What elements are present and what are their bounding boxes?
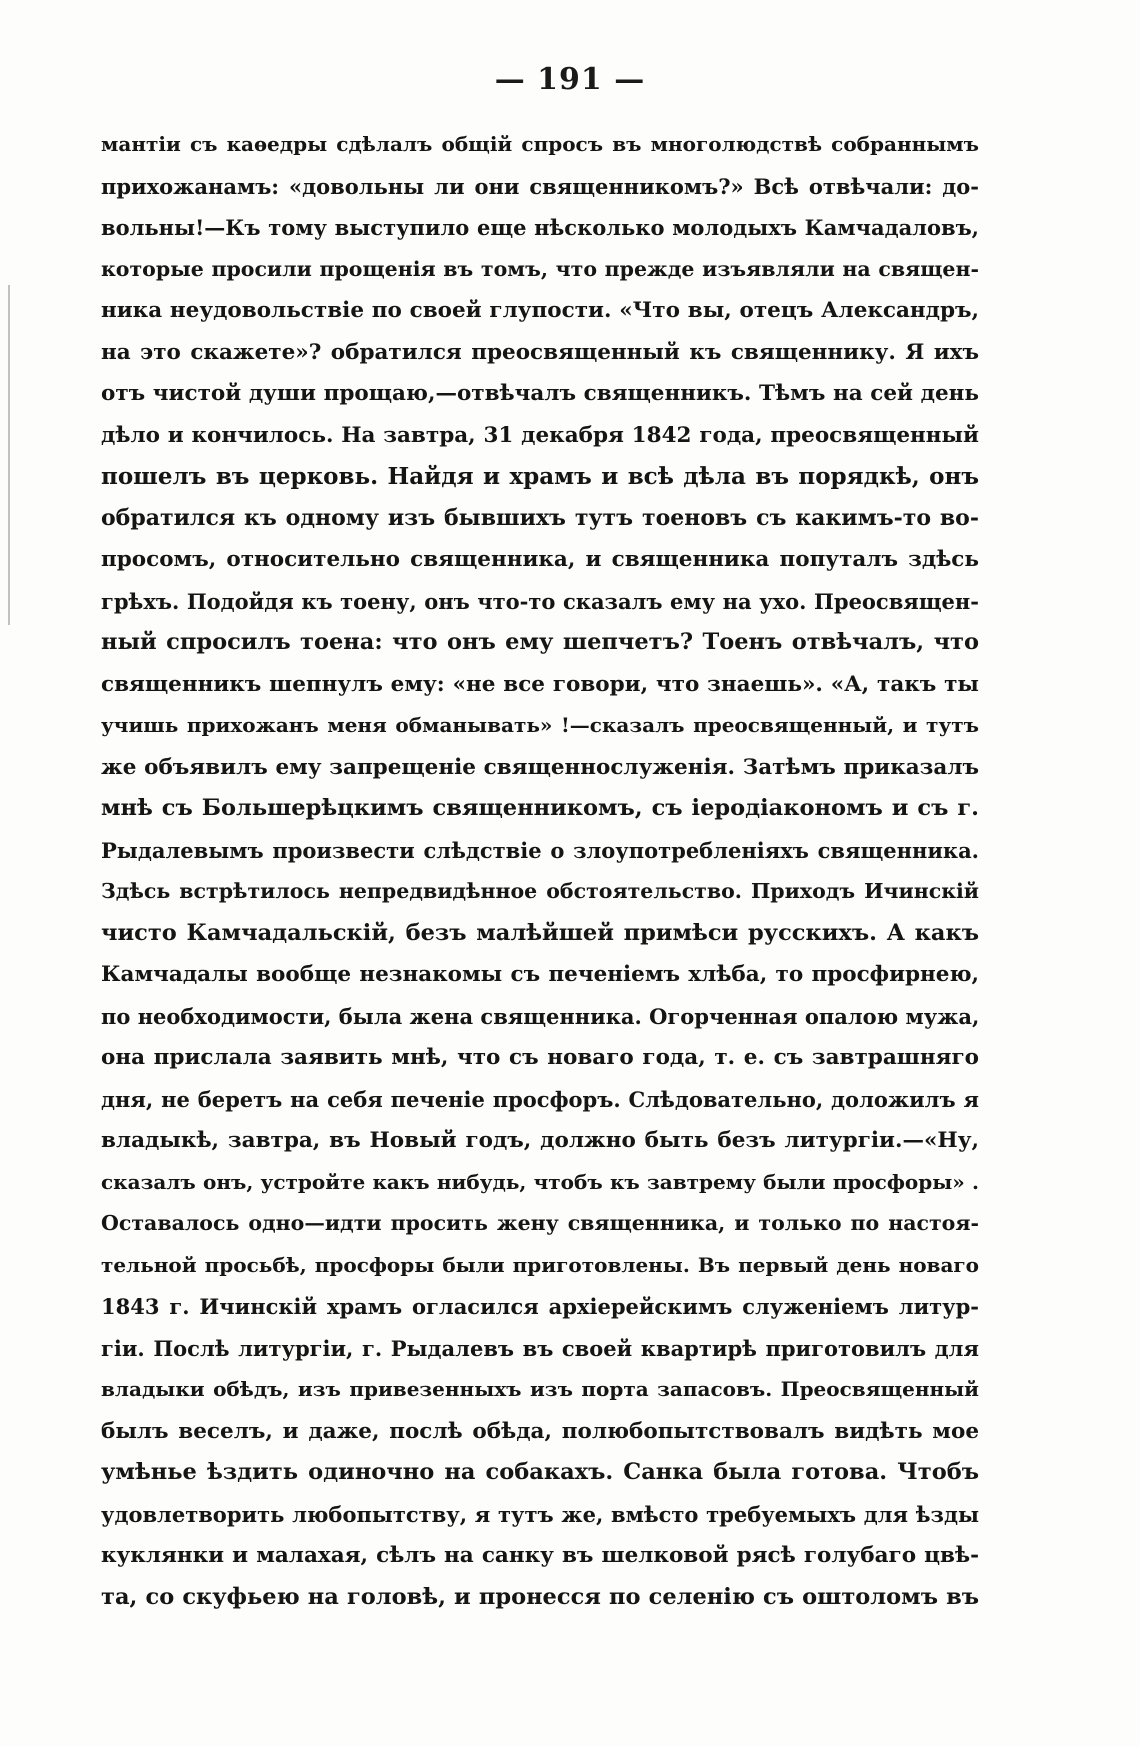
text-line: та, со скуфьею на головѣ, и пронесся по селенію съ оштоломъ въ — [101, 1583, 979, 1610]
text-line: куклянки и малахая, сѣлъ на санку въ шелковой рясѣ голубаго цвѣ- — [101, 1543, 979, 1568]
text-line: гіи. Послѣ литургіи, г. Рыдалевъ въ своей квартирѣ приготовилъ для — [101, 1335, 979, 1361]
text-line: она прислала заявить мнѣ, что съ новаго года, т. е. съ завтрашняго — [101, 1045, 979, 1070]
text-line: отъ чистой души прощаю,—отвѣчалъ священникъ. Тѣмъ на сей день — [101, 381, 979, 406]
body-text — [101, 124, 979, 1618]
text-line: вольны!—Къ тому выступило еще нѣсколько молодыхъ Камчадаловъ, — [101, 215, 979, 240]
text-line: сказалъ онъ, устройте какъ нибудь, чтобъ къ завтрему были просфоры» . — [101, 1169, 979, 1194]
text-line: священникъ шепнулъ ему: «не все говори, что знаешь». «А, такъ ты — [101, 671, 979, 697]
text-line: ный спросилъ тоена: что онъ ему шепчетъ? Тоенъ отвѣчалъ, что — [101, 629, 979, 655]
page-number: — 191 — — [494, 62, 646, 97]
text-line: грѣхъ. Подойдя къ тоену, онъ что-то сказалъ ему на ухо. Преосвящен- — [101, 588, 979, 614]
text-line: же объявилъ ему запрещеніе священнослуженія. Затѣмъ приказалъ — [101, 754, 979, 780]
text-line: дня, не беретъ на себя печеніе просфоръ. Слѣдовательно, доложилъ я — [101, 1086, 979, 1112]
text-line: прихожанамъ: «довольны ли они священникомъ?» Всѣ отвѣчали: до- — [101, 173, 979, 199]
text-line: мантіи съ каѳедры сдѣлалъ общій спросъ въ многолюдствѣ собраннымъ — [101, 132, 979, 156]
text-line: Здѣсь встрѣтилось непредвидѣнное обстоятельство. Приходъ Ичинскій — [101, 879, 979, 903]
text-line: которые просили прощенія въ томъ, что прежде изъявляли на священ- — [101, 256, 979, 281]
text-line: просомъ, относительно священника, и священника попуталъ здѣсь — [101, 547, 979, 572]
text-line: былъ веселъ, и даже, послѣ обѣда, полюбопытствовалъ видѣть мое — [101, 1418, 979, 1444]
text-line: дѣло и кончилось. На завтра, 31 декабря 1842 года, преосвященный — [101, 422, 979, 448]
text-line: ника неудовольствіе по своей глупости. «Что вы, отецъ Александръ, — [101, 298, 979, 323]
text-line: обратился къ одному изъ бывшихъ тутъ тоеновъ съ какимъ-то во- — [101, 504, 979, 531]
text-line: чисто Камчадальскій, безъ малѣйшей примѣси русскихъ. А какъ — [101, 919, 979, 946]
text-line: 1843 г. Ичинскій храмъ огласился архіерейскимъ служеніемъ литур- — [101, 1294, 979, 1319]
text-line: мнѣ съ Большерѣцкимъ священникомъ, съ іеродіакономъ и съ г. — [101, 795, 979, 821]
text-line: по необходимости, была жена священника. Огорченная опалою мужа, — [101, 1003, 979, 1029]
text-line: умѣнье ѣздить одиночно на собакахъ. Санка была готова. Чтобъ — [101, 1459, 979, 1485]
text-line: Оставалось одно—идти просить жену священника, и только по настоя- — [101, 1211, 979, 1235]
text-line: пошелъ въ церковь. Найдя и храмъ и всѣ дѣла въ порядкѣ, онъ — [101, 463, 979, 490]
margin-mark — [8, 285, 10, 625]
text-line: Камчадалы вообще незнакомы съ печеніемъ хлѣба, то просфирнею, — [101, 962, 979, 987]
text-line: удовлетворить любопытству, я тутъ же, вмѣсто требуемыхъ для ѣзды — [101, 1501, 979, 1527]
text-line: тельной просьбѣ, просфоры были приготовлены. Въ первый день новаго — [101, 1252, 979, 1277]
text-line: учишь прихожанъ меня обманывать» !—сказалъ преосвященный, и тутъ — [101, 713, 979, 737]
text-line: владыки обѣдъ, изъ привезенныхъ изъ порта запасовъ. Преосвященный — [101, 1377, 979, 1401]
text-line: на это скажете»? обратился преосвященный къ священнику. Я ихъ — [101, 339, 979, 365]
text-line: Рыдалевымъ произвести слѣдствіе о злоупотребленіяхъ священника. — [101, 837, 979, 863]
text-line: владыкѣ, завтра, въ Новый годъ, должно быть безъ литургіи.—«Ну, — [101, 1128, 979, 1153]
